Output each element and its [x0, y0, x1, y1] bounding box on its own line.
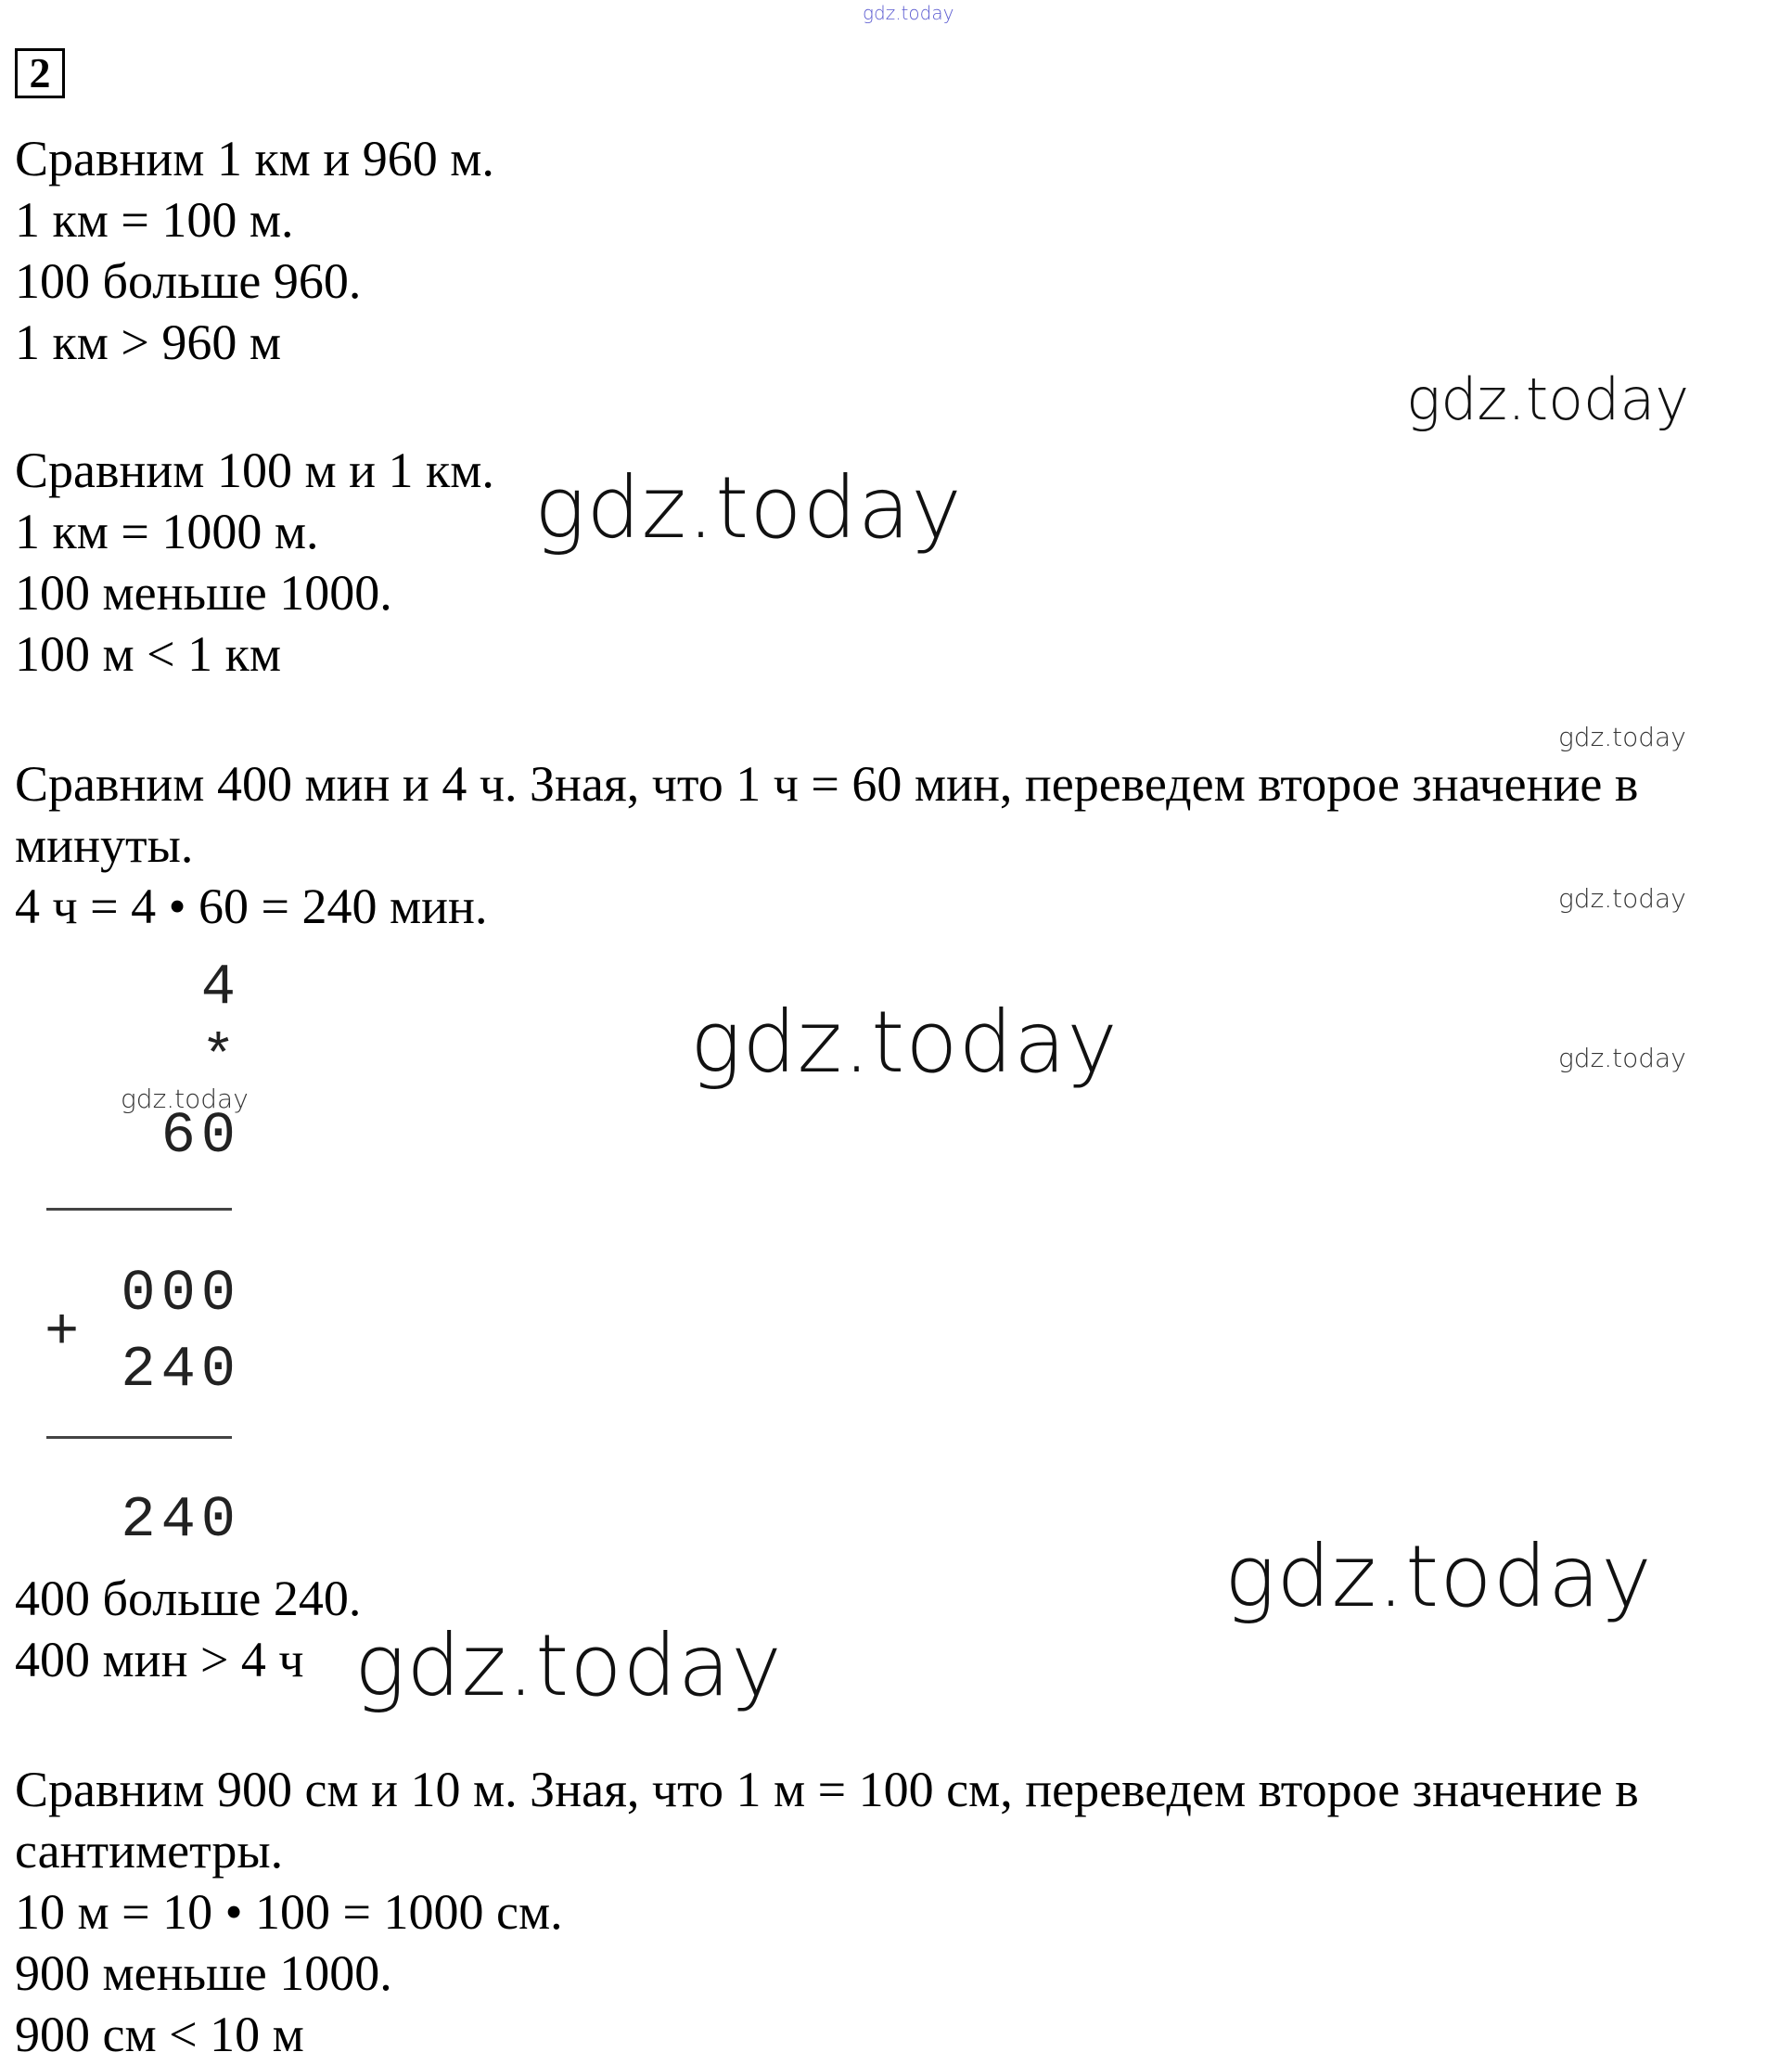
watermark: gdz.today [1558, 722, 1686, 752]
watermark: gdz.today [1558, 883, 1686, 914]
watermark: gdz.today [1558, 1043, 1686, 1073]
text-line: Сравним 100 м и 1 км. [15, 442, 494, 498]
watermark: gdz.today [534, 458, 963, 558]
calc-multiplier: 60 [160, 1103, 241, 1169]
text-line: 400 мин > 4 ч [15, 1632, 304, 1687]
calc-plus: + [45, 1300, 80, 1366]
problem-number: 2 [15, 48, 65, 98]
calc-partial-1: 000 [121, 1261, 241, 1327]
text-line: 1 км > 960 м [15, 314, 282, 370]
text-line: Сравним 400 мин и 4 ч. Зная, что 1 ч = 60 мин, переведем второе значение в [15, 756, 1639, 812]
text-line: 10 м = 10 • 100 = 1000 см. [15, 1884, 563, 1940]
text-line: минуты. [15, 817, 194, 873]
calc-partial-2: 240 [121, 1337, 241, 1403]
text-line: 4 ч = 4 • 60 = 240 мин. [15, 879, 488, 934]
calc-rule [46, 1436, 232, 1439]
calc-rule [46, 1208, 232, 1211]
watermark: gdz.today [1224, 1527, 1653, 1626]
watermark: gdz.today [863, 2, 954, 24]
watermark: gdz.today [1406, 366, 1690, 433]
text-line: сантиметры. [15, 1823, 284, 1879]
text-line: 1 км = 100 м. [15, 192, 294, 248]
watermark: gdz.today [121, 1084, 249, 1114]
text-line: 1 км = 1000 м. [15, 504, 319, 559]
text-line: 400 больше 240. [15, 1571, 362, 1626]
text-line: 100 больше 960. [15, 253, 362, 309]
watermark: gdz.today [354, 1616, 783, 1715]
text-line: Сравним 900 см и 10 м. Зная, что 1 м = 100 см, переведем второе значение в [15, 1762, 1639, 1817]
column-multiplication [37, 955, 241, 1553]
text-line: 900 меньше 1000. [15, 1945, 392, 2001]
watermark: gdz.today [690, 993, 1119, 1092]
calc-result: 240 [121, 1487, 241, 1553]
calc-operator: * [200, 1025, 241, 1091]
calc-multiplicand: 4 [200, 955, 241, 1020]
text-line: 100 м < 1 км [15, 626, 282, 682]
text-line: Сравним 1 км и 960 м. [15, 131, 494, 186]
text-line: 100 меньше 1000. [15, 565, 392, 621]
text-line: 900 см < 10 м [15, 2007, 304, 2062]
